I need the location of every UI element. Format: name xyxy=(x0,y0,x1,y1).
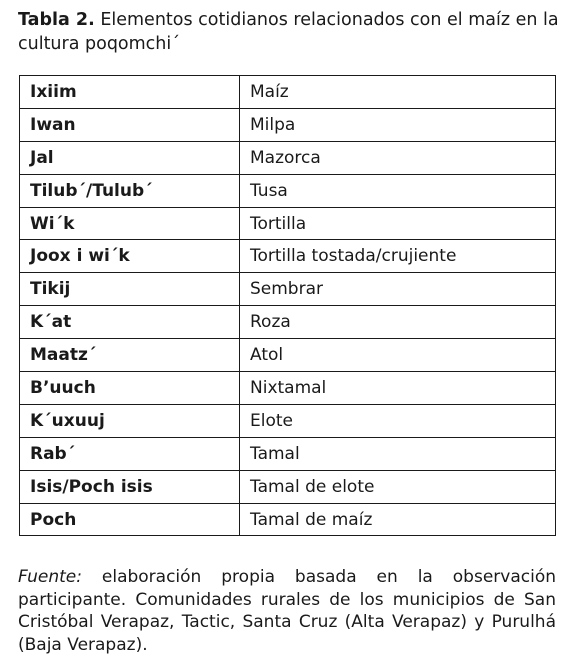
meaning-cell: Tortilla xyxy=(240,207,556,240)
table-caption xyxy=(18,8,566,56)
term-cell: Jal xyxy=(20,141,240,174)
table-row xyxy=(20,141,556,174)
term-cell: K´uxuuj xyxy=(20,404,240,437)
table-row xyxy=(20,437,556,470)
term-cell: B’uuch xyxy=(20,372,240,405)
meaning-cell: Mazorca xyxy=(240,141,556,174)
source-note-text: elaboración propia basada en la observación participante. Comunidades rurales de los municipios de San Cristóbal Verapaz, Tactic, Santa Cruz (Alta Verapaz) y Purulhá (Baja Verapaz). xyxy=(18,567,556,655)
term-cell: Rab´ xyxy=(20,437,240,470)
meaning-cell: Maíz xyxy=(240,76,556,109)
meaning-cell: Tusa xyxy=(240,174,556,207)
table-row xyxy=(20,108,556,141)
meaning-cell: Roza xyxy=(240,306,556,339)
term-cell: Tikij xyxy=(20,273,240,306)
vocabulary-table xyxy=(19,75,556,536)
table-row xyxy=(20,372,556,405)
meaning-cell: Nixtamal xyxy=(240,372,556,405)
table-row xyxy=(20,306,556,339)
term-cell: Tilub´/Tulub´ xyxy=(20,174,240,207)
table-caption-label: Tabla 2. xyxy=(18,10,95,30)
table-row xyxy=(20,240,556,273)
term-cell: Joox i wi´k xyxy=(20,240,240,273)
table-row xyxy=(20,503,556,536)
term-cell: Isis/Poch isis xyxy=(20,470,240,503)
source-note xyxy=(18,566,556,656)
meaning-cell: Tamal xyxy=(240,437,556,470)
meaning-cell: Elote xyxy=(240,404,556,437)
table-row xyxy=(20,273,556,306)
meaning-cell: Sembrar xyxy=(240,273,556,306)
source-note-label: Fuente: xyxy=(18,567,82,587)
meaning-cell: Tamal de elote xyxy=(240,470,556,503)
term-cell: Ixiim xyxy=(20,76,240,109)
table-row xyxy=(20,207,556,240)
table-row xyxy=(20,339,556,372)
table-row xyxy=(20,404,556,437)
table-row xyxy=(20,76,556,109)
meaning-cell: Atol xyxy=(240,339,556,372)
meaning-cell: Tamal de maíz xyxy=(240,503,556,536)
meaning-cell: Tortilla tostada/crujiente xyxy=(240,240,556,273)
term-cell: Poch xyxy=(20,503,240,536)
meaning-cell: Milpa xyxy=(240,108,556,141)
term-cell: Maatz´ xyxy=(20,339,240,372)
table-caption-text: Elementos cotidianos relacionados con el maíz en la cultura poqomchi´ xyxy=(18,10,559,54)
table-row xyxy=(20,174,556,207)
table-row xyxy=(20,470,556,503)
term-cell: Wi´k xyxy=(20,207,240,240)
term-cell: Iwan xyxy=(20,108,240,141)
term-cell: K´at xyxy=(20,306,240,339)
